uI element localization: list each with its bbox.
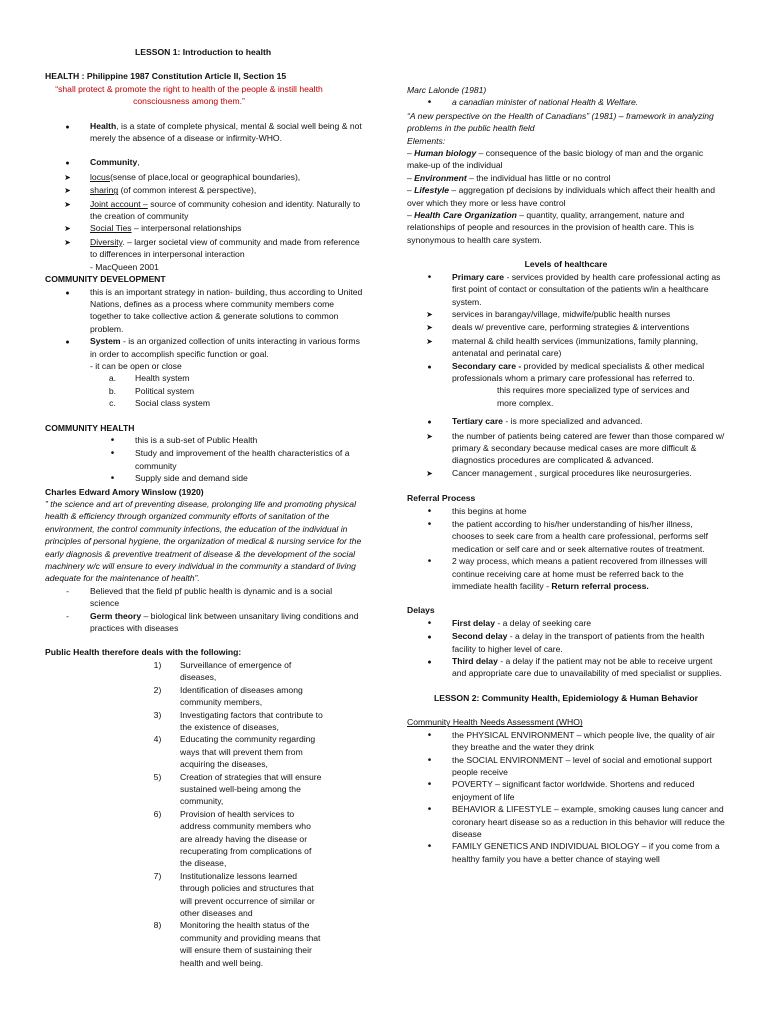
germ-theory-term: Germ theory [90,610,142,621]
element-item: – Lifestyle – aggregation pf decisions by individuals which affect their health and over which they more or less have control [407,185,715,208]
bullet-icon [45,120,90,145]
chna-item [407,840,725,865]
tertiary-care-subitem-text: the number of patients being catered are fewer than those compared w/ primary & secondary because medical cases are more difficult & diagnostics procedures are complicated & advanced. [452,430,725,466]
chna-item-text: the PHYSICAL ENVIRONMENT – which people live, the quality of air they breathe and the water they drink [452,729,715,753]
delay-term: First delay [452,617,495,628]
delay-item [407,617,725,630]
tertiary-care-list [407,430,725,481]
winslow-heading: Charles Edward Amory Winslow (1920) [45,486,204,497]
primary-care-list [407,308,725,360]
community-item-text: (of common interest & perspective), [118,185,257,196]
community-list-item [45,198,363,223]
delay-item [407,630,725,655]
public-health-text: Educating the community regarding ways that will prevent them from acquiring the diseases, [180,734,316,770]
community-health-list [45,434,363,486]
list-label: a. [108,373,117,384]
chna-item [407,778,725,803]
tertiary-care-subitem-text: Cancer management , surgical procedures like neurosurgeries. [452,467,692,478]
system-type-text: Social class system [135,398,210,409]
chna-item [407,729,725,754]
system-type-item [45,397,363,409]
health-term: Health [90,120,117,131]
community-health-item [45,472,363,485]
primary-care-subitem-text: maternal & child health services (immunizations, family planning, antenatal and perinatal care) [452,335,698,359]
system-type-item [45,385,363,397]
public-health-item [45,771,363,808]
community-underlined-term: Social Ties [90,223,132,234]
bullet-icon [407,729,452,754]
community-health-item [45,434,363,447]
referral-heading: Referral Process [407,493,476,504]
community-item-text: source of community cohesion and identity. Naturally to the creation of community [90,198,361,222]
lesson1-title: LESSON 1: Introduction to health [135,47,272,57]
constitution-quote: “shall protect & promote the right to health of the people & instill health consciousness among them.” [55,83,323,107]
bullet-icon [45,335,90,360]
bullet-icon [407,360,452,385]
primary-care-subitem [407,308,725,321]
referral-item: • this begins at home [407,505,725,518]
tertiary-care-subitem [407,430,725,467]
delay-text: - a delay in the transport of patients from the health facility to higher level of care. [452,631,705,654]
list-number: 1) [153,659,162,670]
system-term: System [90,336,121,347]
bullet-icon [407,803,452,840]
arrow-icon [407,335,452,360]
primary-care-subitem [407,335,725,360]
public-health-item [45,684,363,709]
bullet-icon [407,778,452,803]
bullet-icon [407,505,452,518]
element-text: – aggregation pf decisions by individuals which affect their health and over which they more or less have control [407,185,715,208]
community-development-text: this is an important strategy in nation- building, thus according to United Nations, defines as a process where community members come together to take collective action & generate solutions to common problem. [90,286,363,334]
lalonde-publication: “A new perspective on the Health of Canadians” (1981) – framework in analyzing problems in the public health field [407,110,714,134]
community-item-text: . – larger societal view of community and made from reference to differences in interpersonal interaction [90,236,360,260]
community-item-text: – interpersonal relationships [131,223,242,234]
public-health-item [45,733,363,770]
referral-item: • 2 way process, which means a patient recovered from illnesses will continue receiving care at home must be referred back to the immediate health facility - Return referral process. [407,555,725,592]
community-health-heading: COMMUNITY HEALTH [45,422,135,433]
arrow-icon [407,430,452,467]
bullet-icon [407,617,452,630]
public-health-item [45,659,363,684]
community-list-item [45,236,363,261]
bullet-icon [407,754,452,779]
bullet-icon [90,447,135,472]
chna-item-text: FAMILY GENETICS AND INDIVIDUAL BIOLOGY – if you come from a healthy family you have a better chance of staying well [452,841,720,864]
public-health-text: Investigating factors that contribute to the existence of diseases, [180,709,323,732]
winslow-point: - Believed that the field pf public health is dynamic and is a social science [45,585,363,610]
bullet-icon [407,271,452,308]
arrow-icon [407,308,452,321]
chna-heading: Community Health Needs Assessment (WHO) [407,717,583,728]
primary-care-subitem-text: deals w/ preventive care, performing strategies & interventions [452,322,690,333]
community-health-text: Supply side and demand side [135,473,248,484]
element-text: – the individual has little or no control [466,172,611,183]
referral-item: • the patient according to his/her understanding of his/her illness, chooses to seek care from a health care professional, performs self medication or self care and or seek alternative routes of treatment. [407,518,725,555]
constitution-heading: HEALTH : Philippine 1987 Constitution Article II, Section 15 [45,71,287,82]
bullet-icon [407,655,452,680]
community-underlined-term: locus [90,171,111,182]
arrow-icon [407,467,452,480]
community-list-item [45,171,363,184]
delay-term: Second delay [452,631,508,642]
public-health-item [45,870,363,920]
germ-theory-text: – biological link between unsanitary living conditions and practices with diseases [90,610,359,634]
arrow-icon [407,321,452,334]
bullet-icon [407,840,452,865]
chna-item [407,754,725,779]
secondary-care-item: ● Secondary care - provided by medical specialists & other medical professionals whom a primary care professional has referred to. [407,360,725,385]
community-list [45,171,363,261]
elements-label: Elements: [407,135,446,146]
bullet-icon [407,518,452,555]
community-underlined-term: Joint account – [90,198,148,209]
system-type-text: Political system [135,385,195,396]
delay-item [407,655,725,680]
public-health-text: Surveillance of emergence of diseases, [180,659,292,683]
community-term: Community [90,157,138,168]
community-development-item [45,286,363,336]
list-number: 6) [153,808,162,819]
arrow-icon [45,198,90,223]
public-health-item [45,919,363,969]
chna-item-text: the SOCIAL ENVIRONMENT – level of social and emotional support people receive [452,754,712,777]
public-health-item [45,709,363,734]
community-item: ● Community, [45,156,363,170]
list-number: 3) [153,709,162,720]
primary-care-subitem-text: services in barangay/village, midwife/public health nurses [452,308,671,319]
left-column [45,46,363,969]
lesson2-title: LESSON 2: Community Health, Epidemiology & Human Behavior [433,692,699,703]
public-health-list [45,659,363,969]
community-health-text: this is a sub-set of Public Health [135,434,258,445]
health-definition [45,120,363,145]
levels-heading: Levels of healthcare [524,259,608,270]
element-item: – Environment – the individual has little or no control [407,172,611,183]
system-text: - is an organized collection of units interacting in various forms in order to accomplish specific function or goal. [90,336,360,359]
germ-theory-point: - Germ theory – biological link between unsanitary living conditions and practices with diseases [66,610,359,634]
element-item: – Human biology – consequence of the basic biology of man and the organic make-up of the individual [407,148,704,171]
list-label: c. [109,398,116,409]
public-health-heading: Public Health therefore deals with the following: [45,647,242,658]
public-health-item [45,808,363,870]
right-column [407,84,725,865]
delays-list [407,617,725,680]
element-term: Lifestyle [414,185,450,196]
systems-list [45,372,363,409]
arrow-icon [45,222,90,235]
public-health-text: Creation of strategies that will ensure sustained well-being among the community, [180,771,322,807]
secondary-care-note: this requires more specialized type of services and more complex. [497,385,690,408]
chna-item [407,803,725,840]
bullet-icon [45,156,90,170]
delay-text: - a delay of seeking care [495,617,592,628]
health-text: , is a state of complete physical, mental & social well being & not merely the absence of a disease or infirmity-WHO. [90,120,362,144]
community-development-heading: COMMUNITY DEVELOPMENT [45,274,166,285]
list-number: 8) [153,920,162,931]
list-number: 2) [153,684,162,695]
list-number: 7) [153,870,162,881]
delay-text: - a delay if the patient may not be able to receive urgent and appropriate care due to unavailability of med specialist or supplies. [452,656,722,679]
element-term: Health Care Organization [414,210,517,221]
element-text: – quantity, quality, arrangement, nature and relationships of people and resources in the provision of health care. This is synonymous to health care system. [407,210,694,245]
community-health-item [45,447,363,472]
system-note: - it can be open or close [90,360,182,371]
chna-list [407,729,725,865]
bullet-icon [407,555,452,592]
bullet-icon [407,630,452,655]
primary-care-subitem [407,321,725,334]
system-item [45,335,363,360]
element-term: Environment [414,172,467,183]
delay-term: Third delay [452,656,498,667]
list-label: b. [108,385,117,396]
primary-care-item: • Primary care - services provided by health care professional acting as first point of contact or consultation of the patients w/in a healthcare system. [407,271,725,308]
element-item: – Health Care Organization – quantity, quality, arrangement, nature and relationships of people and resources in the provision of health care. This is synonymous to health care system. [407,210,694,245]
community-list-item [45,184,363,197]
system-type-item [45,372,363,384]
list-number: 5) [153,771,162,782]
arrow-icon [45,184,90,197]
system-type-text: Health system [135,373,190,384]
winslow-quote: ” the science and art of preventing disease, prolonging life and promoting physical health & efficiency through organized community efforts of sanitation of the environment, the control community infections, the education of the individual in principles of personal hygiene, the organization of medical & nursing service for the early diagnosis & preventive treatment of disease & the development of the social machinery w/c will ensure to every individual in the community a standard of living adequate for the maintenance of health”. [45,499,362,584]
public-health-text: Institutionalize lessons learned through policies and structures that will prevent occurrence of similar or other diseases and [180,870,315,918]
arrow-icon [45,171,90,184]
element-text: – consequence of the basic biology of man and the organic make-up of the individual [407,148,704,171]
chna-item-text: BEHAVIOR & LIFESTYLE – example, smoking causes lung cancer and coronary heart disease so as a reduction in this behavior will reduce the disease [452,804,725,839]
bullet-icon [90,434,135,447]
elements-list [407,147,725,246]
bullet-icon [407,96,452,109]
bullet-icon [45,286,90,336]
delays-heading: Delays [407,605,435,616]
lalonde-name: Marc Lalonde (1981) [407,85,487,95]
public-health-text: Provision of health services to address community members who are already having the disease or recuperating from complications of the disease, [180,808,312,869]
public-health-text: Identification of diseases among community members, [180,684,303,708]
winslow-point-text: Believed that the field pf public health is dynamic and is a social science [90,585,333,609]
list-number: 4) [153,734,162,745]
bullet-icon [407,415,452,429]
community-health-text: Study and improvement of the health characteristics of a community [135,448,350,471]
community-item-text: (sense of place,local or geographical boundaries), [110,171,301,182]
arrow-icon [45,236,90,261]
community-list-item [45,222,363,235]
element-term: Human biology [414,148,477,159]
community-underlined-term: Diversity [90,236,123,247]
tertiary-care-subitem [407,467,725,480]
community-underlined-term: sharing [90,185,119,196]
tertiary-care-item: ● Tertiary care - is more specialized and advanced. [407,415,725,429]
public-health-text: Monitoring the health status of the community and providing means that will ensure them of sustaining their health and well being. [180,920,321,968]
community-citation: - MacQueen 2001 [90,261,159,272]
lalonde-role: • a canadian minister of national Health & Welfare. [407,96,725,109]
chna-item-text: POVERTY – significant factor worldwide. Shortens and reduced enjoyment of life [452,779,695,802]
bullet-icon [90,472,135,485]
